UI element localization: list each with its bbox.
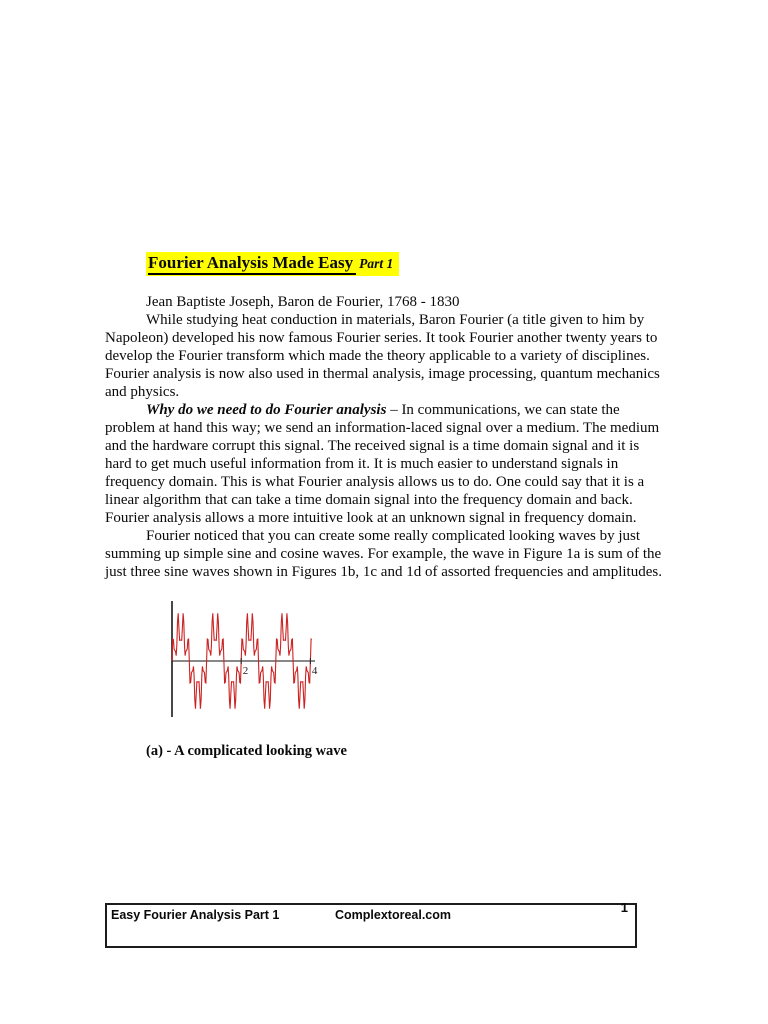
title-main-text: Fourier Analysis Made Easy — [148, 253, 356, 275]
figure-caption: (a) - A complicated looking wave — [146, 743, 347, 759]
paragraph-2 — [105, 401, 665, 527]
paragraph-1 — [105, 311, 665, 401]
footer-left-text: Easy Fourier Analysis Part 1 — [111, 908, 280, 922]
paragraph-1-body: While studying heat conduction in materials, Baron Fourier (a title given to him by Napoleon) developed his now famous Fourier series. It took Fourier another twenty years to develop the Fourier transform which made the theory applicable to a variety of disciplines. Fourier analysis is now also used in thermal analysis, image processing, quantum mechanics and physics. — [105, 312, 660, 400]
wave-figure — [164, 599, 324, 721]
footer-box — [105, 900, 637, 948]
x-axis-tick-label: 2 — [242, 665, 249, 677]
title-part-text: Part 1 — [359, 256, 394, 271]
x-axis-tick-label: 4 — [311, 665, 318, 677]
footer-center-text: Complextoreal.com — [335, 908, 452, 922]
paragraph-3-body: Fourier noticed that you can create some really complicated looking waves by just summing up simple sine and cosine waves. For example, the wave in Figure 1a is sum of the just three sine waves shown in Figures 1b, 1c and 1d of assorted frequencies and amplitudes. — [105, 528, 662, 580]
paragraph-2-body: – In communications, we can state the problem at hand this way; we send an information-laced signal over a medium. The medium and the hardware corrupt this signal. The received signal is a time domain signal and it is hard to get much useful information from it. It is much easier to understand signals in frequency domain. This is what Fourier analysis allows us to do. One could say that it is a linear algorithm that can take a time domain signal into the frequency domain and back. Fourier analysis allows a more intuitive look at an unknown signal in frequency domain. — [105, 402, 660, 526]
paragraph-2-lead: Why do we need to do Fourier analysis — [146, 402, 387, 418]
author-line: Jean Baptiste Joseph, Baron de Fourier, 1768 - 1830 — [146, 294, 460, 310]
page-content — [105, 0, 665, 760]
doc-title — [146, 252, 665, 276]
title-highlight — [146, 252, 399, 276]
wave-figure-svg — [164, 599, 324, 721]
paragraph-3 — [105, 527, 665, 581]
footer-page-number: 1 — [620, 900, 628, 915]
